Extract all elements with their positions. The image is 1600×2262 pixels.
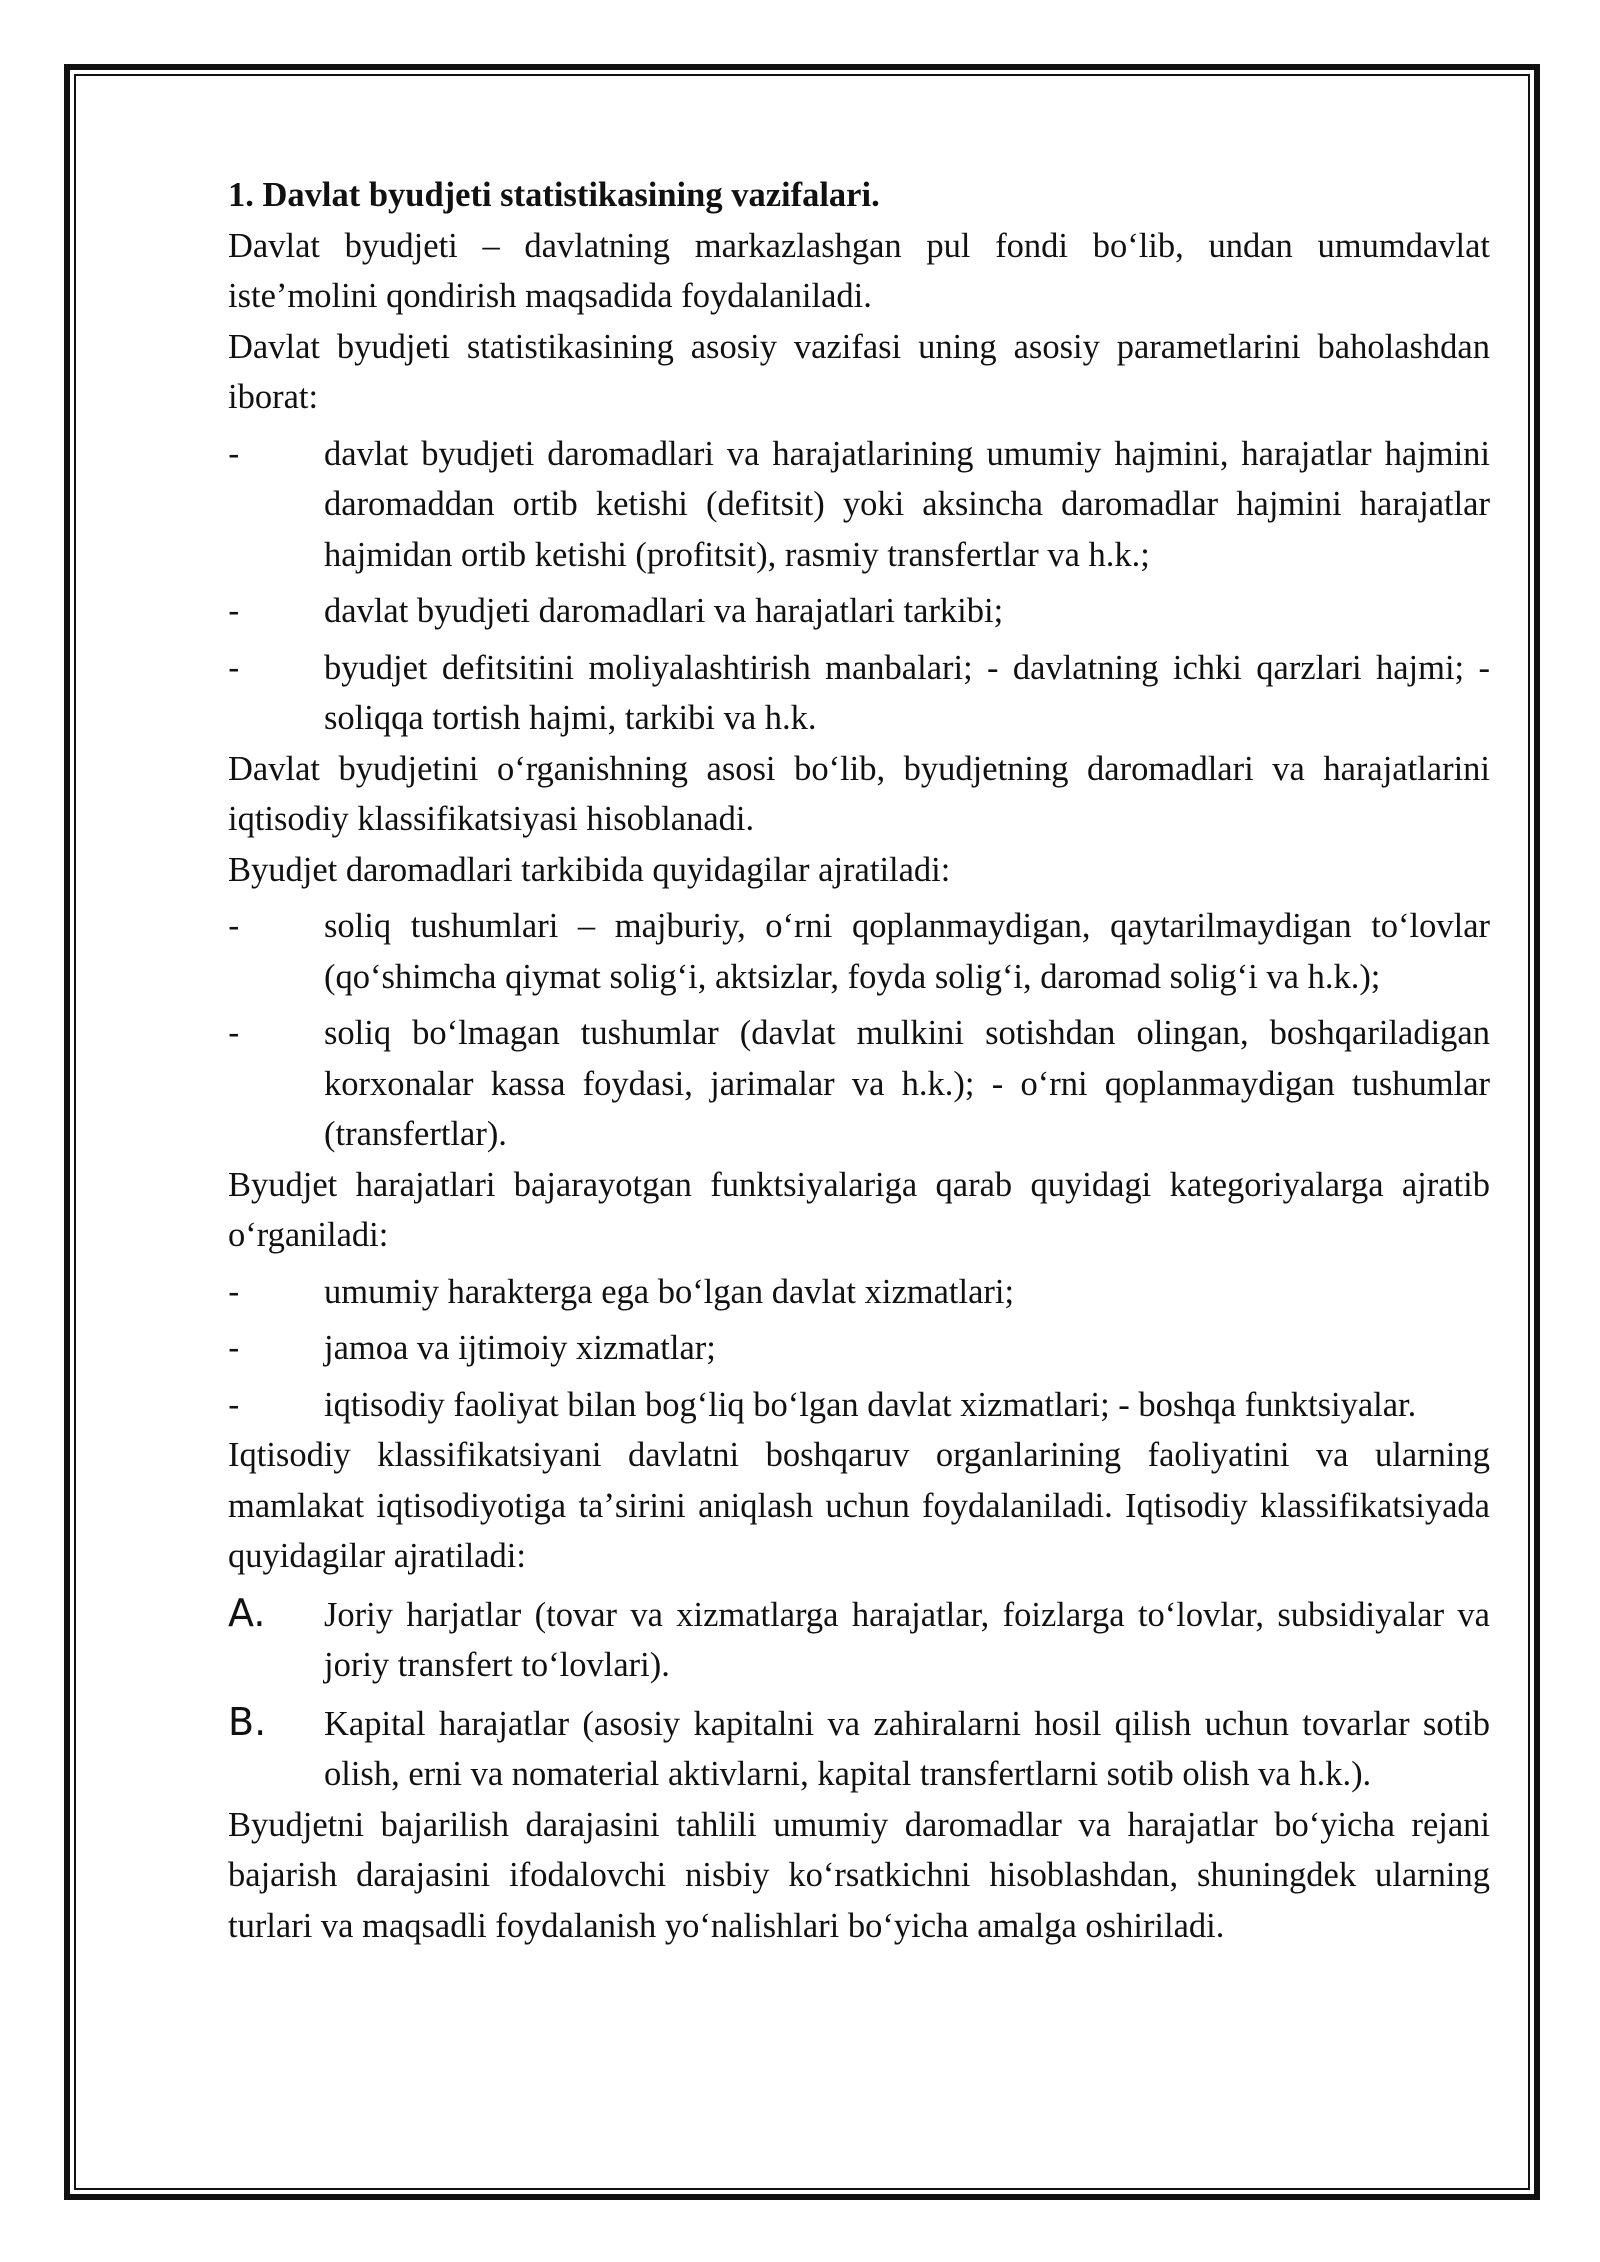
list-item (228, 586, 1490, 637)
economic-classification-list (228, 1588, 1490, 1800)
section-heading: 1. Davlat byudjeti statistikasining vazifalari. (228, 176, 880, 214)
list-item-text: iqtisodiy faoliyat bilan bogʻliq boʻlgan davlat xizmatlari; - boshqa funktsiyalar. (324, 1385, 1417, 1424)
list-marker: - (228, 434, 240, 473)
paragraph-classification-basis: Davlat byudjetini oʻrganishning asosi boʻlib, byudjetning daromadlari va harajatlarini iqtisodiy klassifikatsiyasi hisoblanadi. (228, 749, 1490, 838)
list-item (228, 1008, 1490, 1160)
list-item (228, 429, 1490, 581)
list-marker: - (228, 907, 240, 945)
paragraph-budget-execution: Byudjetni bajarilish darajasini tahlili umumiy daromadlar va harajatlar boʻyicha rejani bajarish darajasini ifodalovchi nisbiy koʻrsatkichni hisoblashdan, shuningdek ularning turlari va maqsadli foydalanish yoʻnalishlari boʻyicha amalga oshiriladi. (228, 1805, 1490, 1945)
paragraph-revenue-intro: Byudjet daromadlari tarkibida quyidagilar ajratiladi: (228, 850, 951, 889)
list-marker: B. (228, 1699, 267, 1744)
paragraph-budget-definition: Davlat byudjeti – davlatning markazlashgan pul fondi boʻlib, undan umumdavlat isteʼmolini qondirish maqsadida foydalaniladi. (228, 226, 1490, 315)
paragraph-economic-classification: Iqtisodiy klassifikatsiyani davlatni boshqaruv organlarining faoliyatini va ularning mamlakat iqtisodiyotiga taʼsirini aniqlash uchun foydalaniladi. Iqtisodiy klassifikatsiyada quyidagilar ajratiladi: (228, 1436, 1490, 1575)
expense-category-list (228, 1267, 1490, 1431)
list-item-text: soliq boʻlmagan tushumlar (davlat mulkini sotishdan olingan, boshqariladigan korxonalar kassa foydasi, jarimalar va h.k.); - oʻrni qoplanmaydigan tushumlar (transfertlar). (324, 1014, 1490, 1153)
list-marker: - (228, 592, 240, 630)
revenue-list (228, 901, 1490, 1160)
paragraph-expense-intro: Byudjet harajatlari bajarayotgan funktsiyalariga qarab quyidagi kategoriyalarga ajratib oʻrganiladi: (228, 1165, 1490, 1254)
list-marker: - (228, 1014, 240, 1052)
document-body (228, 170, 1490, 1951)
paragraph-statistics-task: Davlat byudjeti statistikasining asosiy vazifasi uning asosiy parametlarini baholashdan iborat: (228, 327, 1490, 416)
list-item (228, 643, 1490, 744)
list-marker: - (228, 1272, 240, 1311)
list-item-text: Joriy harjatlar (tovar va xizmatlarga harajatlar, foizlarga toʻlovlar, subsidiyalar va joriy transfert toʻlovlari). (324, 1595, 1490, 1684)
list-item-text: davlat byudjeti daromadlari va harajatlari tarkibi; (324, 592, 1004, 630)
list-item-text: jamoa va ijtimoiy xizmatlar; (324, 1329, 716, 1367)
task-list (228, 429, 1490, 744)
list-marker: - (228, 648, 240, 687)
list-item (228, 901, 1490, 1002)
list-marker: - (228, 1329, 240, 1367)
list-item (228, 1380, 1490, 1431)
list-item-text: soliq tushumlari – majburiy, oʻrni qoplanmaydigan, qaytarilmaydigan toʻlovlar (qoʻshimcha qiymat soligʻi, aktsizlar, foyda soligʻi, daromad soligʻi va h.k.); (324, 907, 1490, 996)
list-item-text: Kapital harajatlar (asosiy kapitalni va zahiralarni hosil qilish uchun tovarlar sotib olish, erni va nomaterial aktivlarni, kapital transfertlarni sotib olish va h.k.). (324, 1704, 1490, 1793)
list-marker: - (228, 1385, 240, 1424)
list-item-text: umumiy harakterga ega boʻlgan davlat xizmatlari; (324, 1272, 1015, 1311)
list-item-text: byudjet defitsitini moliyalashtirish manbalari; - davlatning ichki qarzlari hajmi; - soliqqa tortish hajmi, tarkibi va h.k. (324, 648, 1490, 737)
list-marker: A. (228, 1590, 266, 1635)
list-item (228, 1323, 1490, 1374)
list-item-text: davlat byudjeti daromadlari va harajatlarining umumiy hajmini, harajatlar hajmini daromaddan ortib ketishi (defitsit) yoki aksincha daromadlar hajmini harajatlar hajmidan ortib ketishi (profitsit), rasmiy transfertlar va h.k.; (324, 434, 1490, 574)
list-item (228, 1697, 1490, 1800)
list-item (228, 1588, 1490, 1691)
list-item (228, 1267, 1490, 1318)
